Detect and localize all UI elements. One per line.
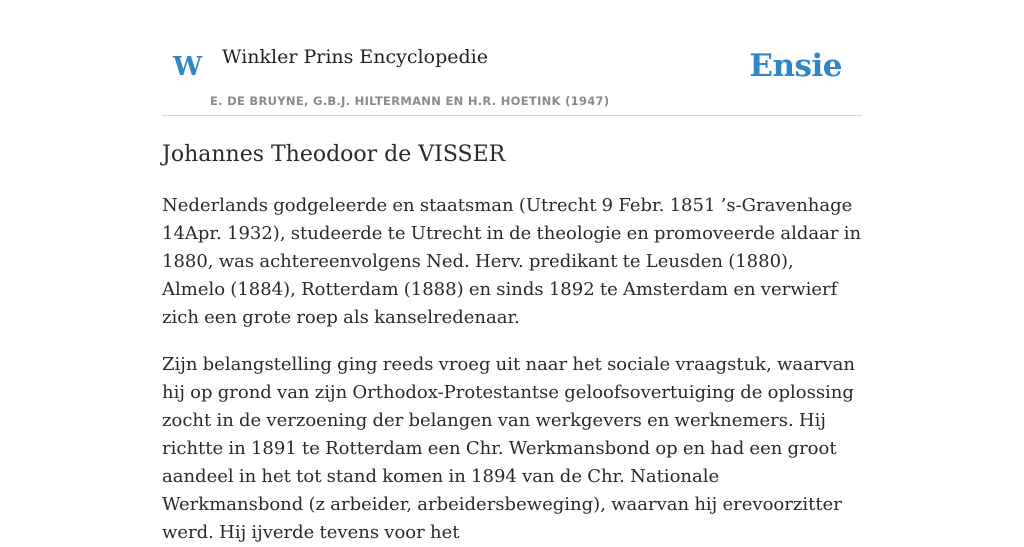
brand-logo-link[interactable]: Ensie <box>749 48 842 84</box>
article-paragraph: Zijn belangstelling ging reeds vroeg uit naar het sociale vraagstuk, waarvan hij op grond van zijn Orthodox-Protestantse geloofsovertuiging de oplossing zocht in de verzoening der belangen van werkgevers en werknemers. Hij richtte in 1891 te Rotterdam een Chr. Werkmansbond op en had een groot aandeel in het tot stand komen in 1894 van de Chr. Nationale Werkmansbond (z arbeider, arbeidersbeweging), waarvan hij erevoorzitter werd. Hij ijverde tevens voor het <box>162 354 855 543</box>
source-authors: E. DE BRUYNE, G.B.J. HILTERMANN EN H.R. HOETINK (1947) <box>210 94 610 108</box>
article-title: Johannes Theodoor de VISSER <box>162 142 506 167</box>
article <box>162 140 862 547</box>
source-logo-link[interactable]: W <box>173 52 203 82</box>
article-paragraph: Nederlands godgeleerde en staatsman (Utrecht 9 Febr. 1851 ’s-Gravenhage 14Apr. 1932), studeerde te Utrecht in de theologie en promoveerde aldaar in 1880, was achtereenvolgens Ned. Herv. predikant te Leusden (1880), Almelo (1884), Rotterdam (1888) en sinds 1892 te Amsterdam en verwierf zich een grote roep als kanselredenaar. <box>162 195 862 328</box>
source-header <box>162 30 862 116</box>
source-title[interactable]: Winkler Prins Encyclopedie <box>222 46 488 68</box>
